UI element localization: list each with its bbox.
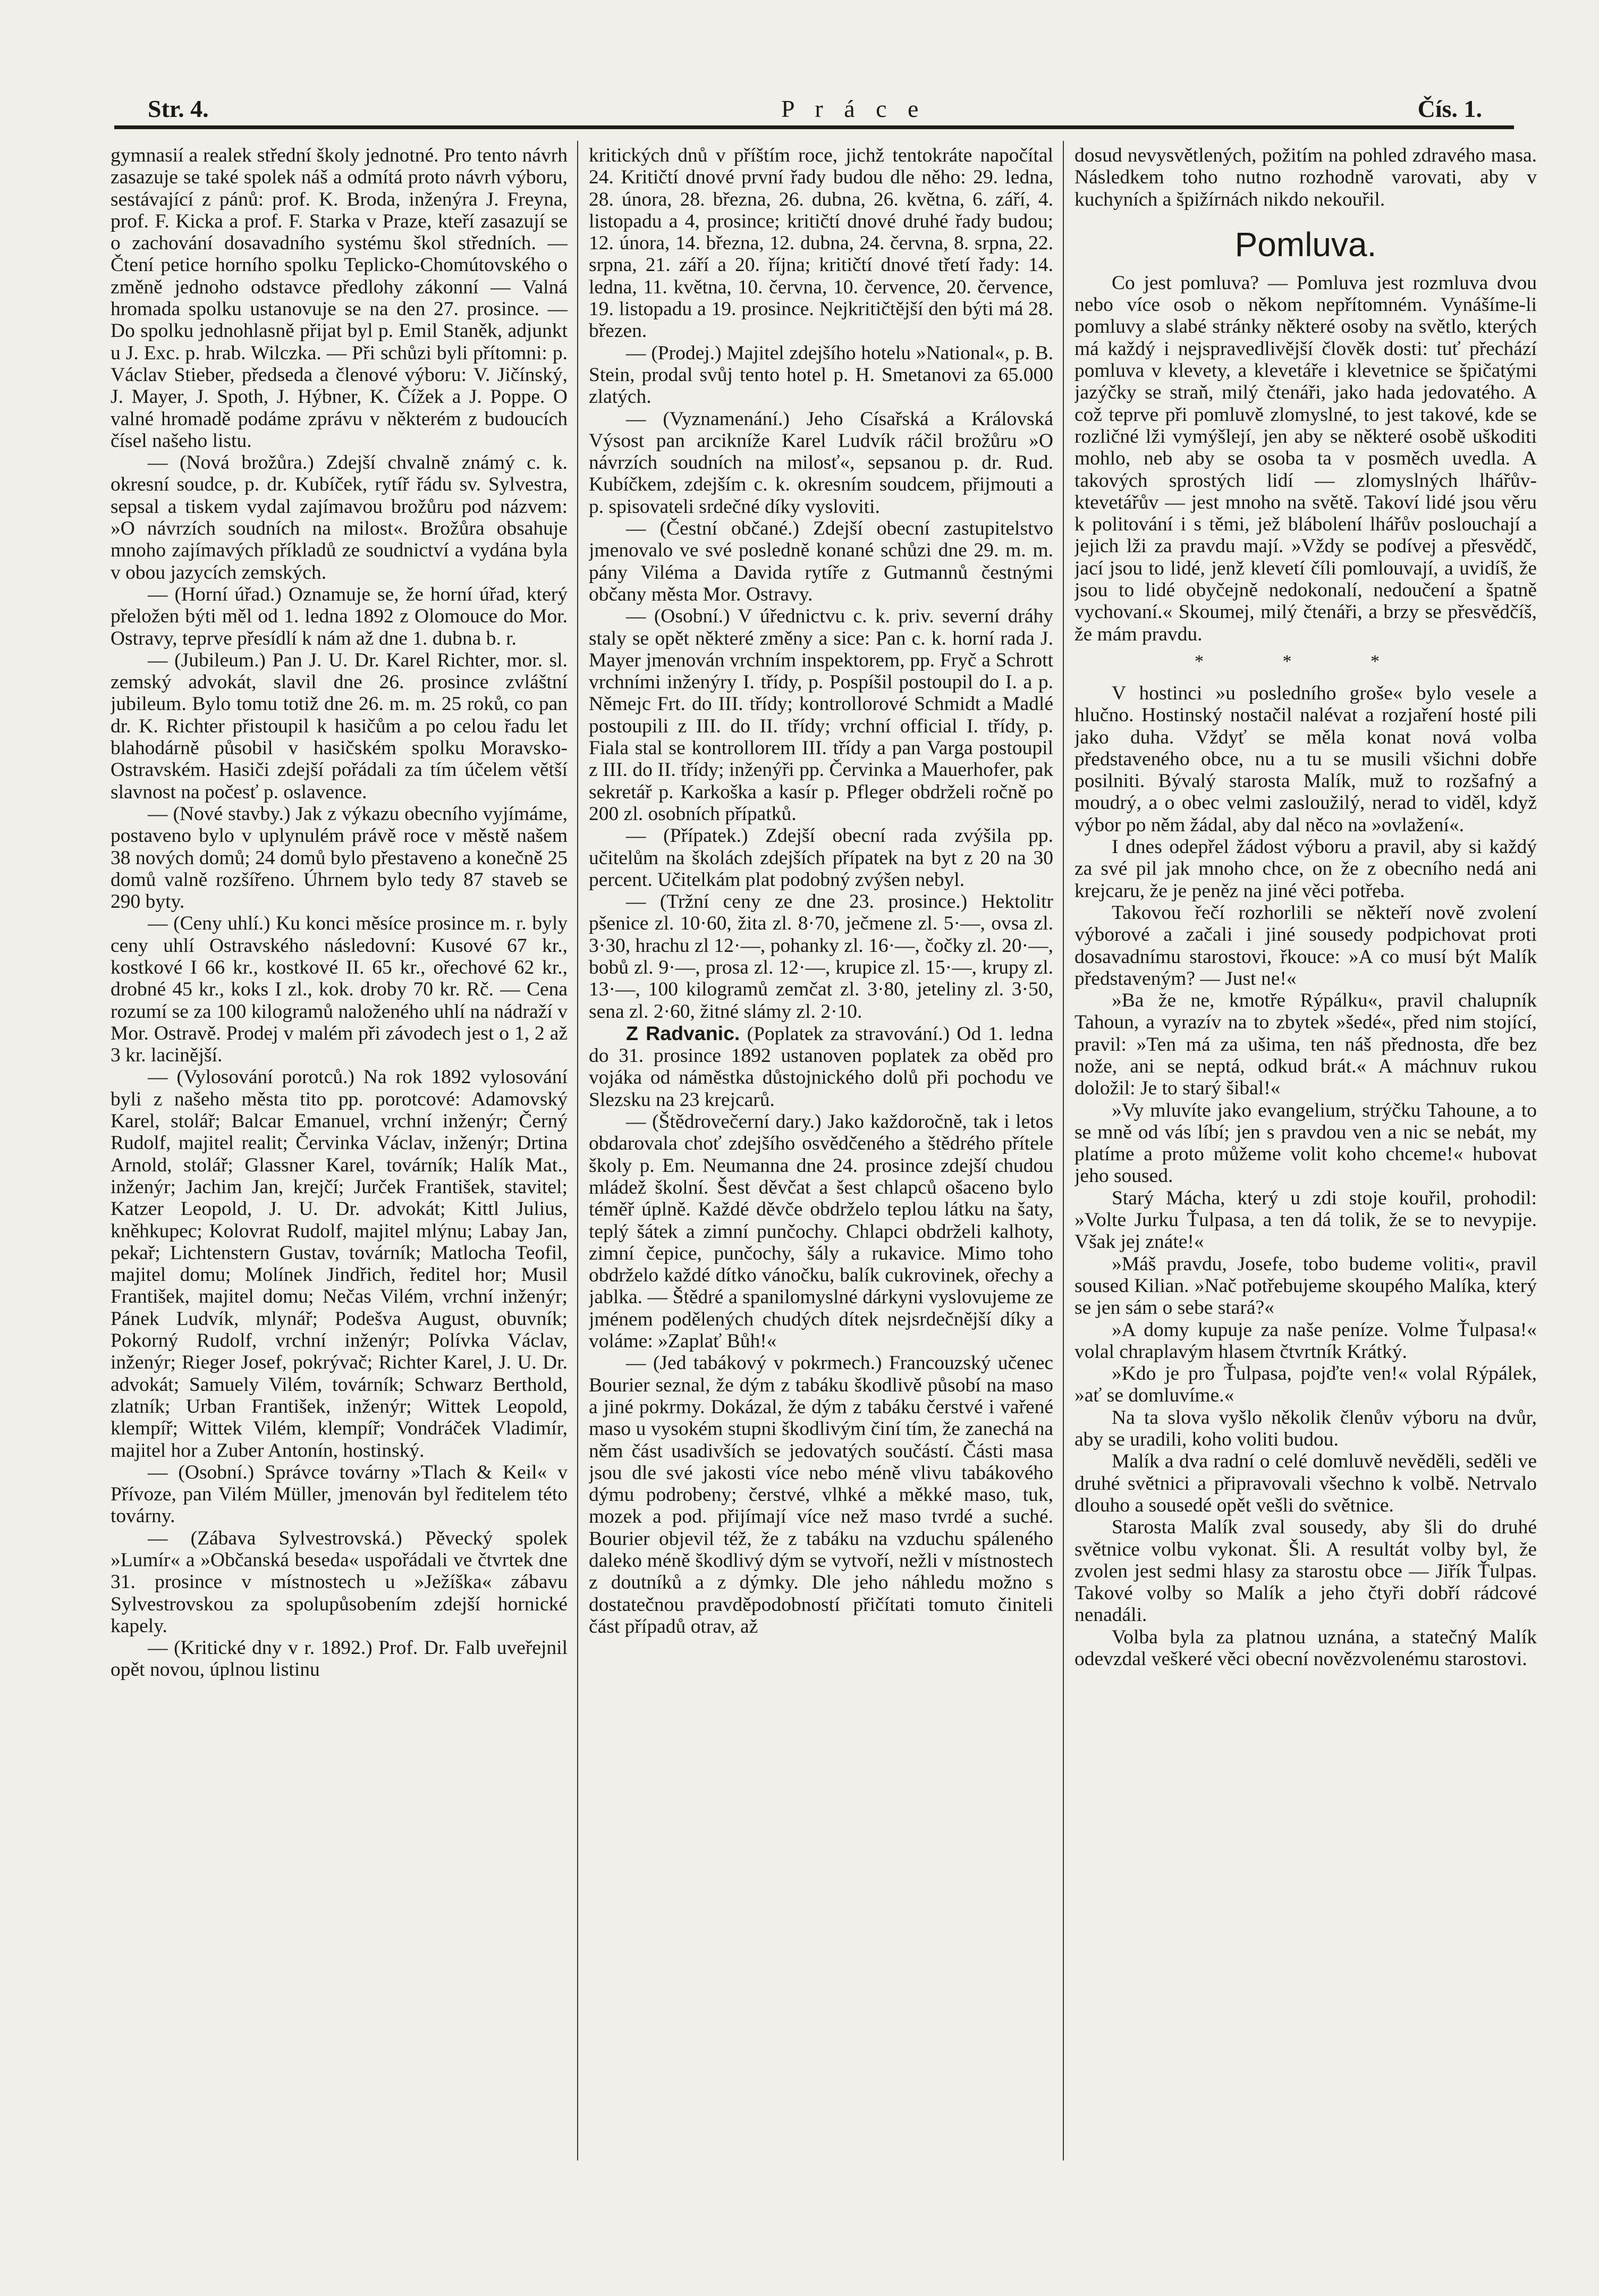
article-paragraph: — (Tržní ceny ze dne 23. prosince.) Hektolitr pšenice zl. 10·60, žita zl. 8·70, ječmene zl. 5·—, ovsa zl. 3·30, hrachu zl 12·—, pohanky zl. 16·—, čočky zl. 20·—, bobů zl. 9·—, prosa zl. 12·—, krupice zl. 15·—, krupy zl. 13·—, 100 kilogramů zemčat zl. 3·80, jeteliny zl. 3·50, sena zl. 2·60, žitné slámy zl. 2·10. xyxy=(589,891,1053,1023)
article-paragraph: — (Zábava Sylvestrovská.) Pěvecký spolek »Lumír« a »Občanská beseda« uspořádali ve čtvrtek dne 31. prosince v místnostech u »Ježíška« zábavu Sylvestrovskou za spolupůsobením zdejší hornické kapely. xyxy=(111,1527,568,1637)
column-1 xyxy=(111,145,568,2164)
article-paragraph: — (Horní úřad.) Oznamuje se, že horní úřad, který přeložen býti měl od 1. ledna 1892 z Olomouce do Mor. Ostravy, teprve přesídlí k nám až dne 1. dubna b. r. xyxy=(111,583,568,649)
article-paragraph: — (Jubileum.) Pan J. U. Dr. Karel Richter, mor. sl. zemský advokát, slavil dne 26. prosince zvláštní jubileum. Bylo tomu totiž dne 26. m. m. 25 roků, co pan dr. K. Richter přistoupil k hasičům a po celou řadu let blahodárně působil v hasičském spolku Moravsko-Ostravském. Hasiči zdejší pořádali za tím účelem větší slavnost na počesť p. oslavence. xyxy=(111,649,568,803)
article-paragraph-radvanice xyxy=(589,1023,1053,1111)
article-paragraph: — (Přípatek.) Zdejší obecní rada zvýšila pp. učitelům na školách zdejších přípatek na byt z 20 na 30 percent. Učitelkám plat podobný zvýšen nebyl. xyxy=(589,825,1053,891)
article-paragraph: — (Kritické dny v r. 1892.) Prof. Dr. Falb uveřejnil opět novou, úplnou listinu xyxy=(111,1637,568,1681)
article-text: (Poplatek za stravování.) Od 1. ledna do 31. prosince 1892 ustanoven poplatek za oběd pro vojáka od náměstka důstojnického dolů při pochodu ve Slezsku na 23 krejcarů. xyxy=(589,1023,1053,1111)
column-3 xyxy=(1075,145,1537,2164)
story-paragraph: »A domy kupuje za naše peníze. Volme Ťulpasa!« volal chraplavým hlasem čtvrtník Krátký. xyxy=(1075,1319,1537,1363)
article-paragraph: — (Nové stavby.) Jak z výkazu obecního vyjímáme, postaveno bylo v uplynulém právě roce v městě našem 38 nových domů; 24 domů bylo přestaveno a konečně 25 domů valně rozšířeno. Úhrnem bylo tedy 87 staveb se 290 byty. xyxy=(111,803,568,913)
story-paragraph: Volba byla za platnou uznána, a statečný Malík odevzdal veškeré věci obecní novězvolenému starostovi. xyxy=(1075,1626,1537,1670)
article-paragraph: gymnasií a realek střední školy jednotné. Pro tento návrh zasazuje se také spolek náš a odmítá proto návrh výboru, sestávající z pánů: prof. K. Broda, inženýra J. Freyna, prof. F. Kicka a prof. F. Starka v Praze, kteří zasazují se o zachování dosavadního systému škol středních. — Čtení petice horního spolku Teplicko-Chomútovského o změně jednoho odstavce předlohy zákonní — Valná hromada spolku ustanovuje se na den 27. prosince. — Do spolku jednohlasně přijat byl p. Emil Staněk, adjunkt u J. Exc. p. hrab. Wilczka. — Při schůzi byli přítomni: p. Václav Stieber, předseda a členové výboru: V. Jičínský, J. Mayer, J. Spoth, J. Hýbner, K. Čížek a J. Poppe. O valné hromadě podáme zprávu v některém z budoucích čísel našeho listu. xyxy=(111,145,568,452)
story-paragraph: Na ta slova vyšlo několik členův výboru na dvůr, aby se uradili, koho voliti budou. xyxy=(1075,1406,1537,1451)
article-paragraph: — (Štědrovečerní dary.) Jako každoročně, tak i letos obdarovala choť zdejšího osvědčeného a štědrého přítele školy p. Em. Neumanna dne 24. prosince zdejší chudou mládež školní. Šest děvčat a šest chlapců ošaceno bylo téměř úplně. Každé děvče obdrželo teplou látku na šaty, teplý šátek a zimní punčochy. Chlapci obdrželi kalhoty, zimní čepice, punčochy, šály a rukavice. Mimo toho obdrželo každé dítko vánočku, balík cukrovinek, ořechy a jablka. — Štědré a spanilomyslné dárkyni vyslovujeme ze jménem podělených chudých dítek nejsrdečnější díky a voláme: »Zaplať Bůh!« xyxy=(589,1111,1053,1353)
column-2 xyxy=(589,145,1053,2164)
story-paragraph: Starý Mácha, který u zdi stoje kouřil, prohodil: »Volte Jurku Ťulpasa, a ten dá tolik, že se to nevypije. Však jej znáte!« xyxy=(1075,1187,1537,1253)
story-paragraph: Takovou řečí rozhorlili se někteří nově zvolení výborové a začali i jiné sousedy podpichovat proti dosavadnímu starostovi, řkouce: »A co musí být Malík představeným? — Just ne!« xyxy=(1075,901,1537,990)
page-header xyxy=(112,90,1519,128)
story-paragraph: Malík a dva radní o celé domluvě nevěděli, seděli ve druhé světnici a připravovali všechno k volbě. Netrvalo dlouho a sousedé opět vešli do světnice. xyxy=(1075,1450,1537,1516)
story-paragraph: »Kdo je pro Ťulpasa, pojďte ven!« volal Rýpálek, »ať se domluvíme.« xyxy=(1075,1363,1537,1407)
story-paragraph: »Vy mluvíte jako evangelium, strýčku Tahoune, a to se mně od vás líbí; jen s pravdou ven a nic se nebát, my platíme a proto můžeme volit koho chceme!« hubovat jeho soused. xyxy=(1075,1099,1537,1187)
newspaper-title: P r á c e xyxy=(781,95,926,122)
article-paragraph: Co jest pomluva? — Pomluva jest rozmluva dvou nebo více osob o někom nepřítomném. Vynášíme-li pomluvy a slabé stránky některé osoby na světlo, kterých má každý i nejspravedlivější člověk dosti: tuť přechází pomluva v klevety, a klevetáře i klevetnice se špičatými jazýčky se straň, milý čtenáři, jako hada jedovatého. A což teprve při pomluvě zlomyslné, to jest takové, kde se rozličné lži vymýšlejí, jen aby se některé osobě uškoditi mohlo, neb aby se osoba ta v posměch uvedla. A takových sprostých lidí — zlomyslných lhářův-ktevetářův — jest mnoho na světě. Takoví lidé jsou věru k politování i s těmi, jež blábolení lhářův poslouchají a jejich lži za pravdu mají. »Vždy se podívej a přesvědč, jací jsou to lidé, jenž klevetí číli pomlouvají, a uvidíš, že jsou to lidé obyčejně nedokonalí, nedoučení a špatně vychovaní.« Skoumej, milý čtenáři, a brzy se přesvědčíš, že mám pravdu. xyxy=(1075,272,1537,645)
article-paragraph: — (Čestní občané.) Zdejší obecní zastupitelstvo jmenovalo ve své posledně konané schůzi dne 29. m. m. pány Viléma a Davida rytíře z Gutmannů čestnými občany města Mor. Ostravy. xyxy=(589,518,1053,605)
column-divider xyxy=(1063,141,1064,2160)
article-paragraph: — (Nová brožůra.) Zdejší chvalně známý c. k. okresní soudce, p. dr. Kubíček, rytíř řádu sv. Sylvestra, sepsal a tiskem vydal zajímavou brožůru pod názvem: »O návrzích soudních na milost«. Brožůra obsahuje mnoho zajímavých příkladů ze soudnictví a vydána byla v obou jazycích zemských. xyxy=(111,452,568,584)
story-paragraph: »Ba že ne, kmotře Rýpálku«, pravil chalupník Tahoun, a vyrazív na to zbytek »šedé«, před nim stojící, pravil: »Ten má za ušima, ten náš přednosta, dře bez nože, ani se neptá, odkud brát.« A máchnuv rukou doložil: Je to starý šibal!« xyxy=(1075,990,1537,1100)
header-rule xyxy=(114,125,1514,129)
article-paragraph: — (Vyznamenání.) Jeho Císařská a Královská Výsost pan arcikníže Karel Ludvík ráčil brožůru »O návrzích soudních na milosť«, sepsanou p. dr. Rud. Kubíčkem, zdejším c. k. okresním soudcem, přijmouti a p. spisovateli srdečné díky vysloviti. xyxy=(589,408,1053,518)
issue-number: Čís. 1. xyxy=(1417,95,1482,122)
section-separator: * * * xyxy=(1195,651,1417,671)
story-paragraph: Starosta Malík zval sousedy, aby šli do druhé světnice volbu vykonat. Šli. A resultát volby byl, že zvolen jest sedmi hlasy za starostu obce — Jiřík Ťulpas. Takové volby so Malík a jeho čtyři dobří rádcové nenadáli. xyxy=(1075,1516,1537,1626)
article-paragraph: kritických dnů v příštím roce, jichž tentokráte napočítal 24. Kritičtí dnové první řady budou dle něho: 29. ledna, 28. února, 28. března, 26. dubna, 26. května, 6. září, 4. listopadu a 4, prosince; kritičtí dnové druhé řady budou; 12. února, 14. března, 12. dubna, 24. června, 8. srpna, 22. srpna, 21. září a 20. října; kritičtí dnové třetí řady: 14. ledna, 11. května, 10. června, 10. července, 20. července, 19. listopadu a 19. prosince. Nejkritičtější den býti má 28. březen. xyxy=(589,145,1053,342)
article-paragraph: — (Prodej.) Majitel zdejšího hotelu »National«, p. B. Stein, prodal svůj tento hotel p. H. Smetanovi za 65.000 zlatých. xyxy=(589,342,1053,408)
story-paragraph: »Máš pravdu, Josefe, tobo budeme voliti«, pravil soused Kilian. »Nač potřebujeme skoupého Malíka, který se jen sám o sebe stará?« xyxy=(1075,1253,1537,1319)
article-paragraph: — (Osobní.) Správce továrny »Tlach & Keil« v Přívoze, pan Vilém Müller, jmenován byl ředitelem této továrny. xyxy=(111,1461,568,1527)
story-paragraph: V hostinci »u posledního groše« bylo vesele a hlučno. Hostinský nostačil nalévat a rozjaření hosté pili jako duha. Vždyť se měla konat nová volba představeného obce, nu a tu se musili všichni dobře posilniti. Bývalý starosta Malík, muž to rozšafný a moudrý, a o obec velmi zasloužilý, nerad to viděl, když výbor po něm žádal, aby dal něco na »ovlažení«. xyxy=(1075,682,1537,836)
story-paragraph: I dnes odepřel žádost výboru a pravil, aby si každý za své pil jak mnoho chce, on že z obecního nedá ani krejcaru, že je peněz na jiné věci potřeba. xyxy=(1075,836,1537,902)
page-number: Str. 4. xyxy=(148,95,209,122)
place-heading: Z Radvanic. xyxy=(626,1022,740,1044)
article-paragraph: — (Jed tabákový v pokrmech.) Francouzský učenec Bourier seznal, že dým z tabáku škodlivě působí na maso a jiné pokrmy. Dokázal, že dým z tabáku čerstvé i vařené maso u vysokém stupni škodlivým činí tím, že zanechá na něm část usadivších se jedovatých součástí. Části masa jsou dle své jakosti více nebo méně vlivu tabákového dýmu podrobeny; čerstvé, vlhké a měkké maso, tuk, mozek a pod. přijímají více než maso tvrdé a suché. Bourier objevil též, že z tabáku na vzduchu spáleného daleko méně škodlivý dým se vytvoří, nežli v místnostech z doutníků a z dýmky. Dle jeho náhledu možno s dostatečnou pravděpodobností přičítati tomuto činiteli část případů otrav, až xyxy=(589,1352,1053,1637)
article-paragraph: dosud nevysvětlených, požitím na pohled zdravého masa. Následkem toho nutno rozhodně varovati, aby v kuchyních a špižírnách nikdo nekouřil. xyxy=(1075,145,1537,210)
article-paragraph: — (Ceny uhlí.) Ku konci měsíce prosince m. r. byly ceny uhlí Ostravského následovní: Kusové 67 kr., kostkové I 66 kr., kostkové II. 65 kr., ořechové 62 kr., drobné 45 kr., koks I zl., kok. droby 70 kr. Rč. — Cena rozumí se za 100 kilogramů naloženého uhlí na nádraží v Mor. Ostravě. Prodej v malém při závodech jest o 1, 2 až 3 kr. lacinější. xyxy=(111,913,568,1067)
section-heading: Pomluva. xyxy=(1234,225,1377,264)
column-divider xyxy=(577,141,578,2160)
article-paragraph: — (Osobní.) V úřednictvu c. k. priv. severní dráhy staly se opět některé změny a sice: Pan c. k. horní rada J. Mayer jmenován vrchním inspektorem, pp. Fryč a Schrott vrchními inženýry I. třídy, p. Pospíšil postoupil do I. a p. Němejc Frt. do III. třídy; kontrollorové Schmidt a Madlé postoupili z III. do II. třídy; vrchní official I. třídy, p. Fiala stal se kontrollorem III. třídy a pan Varga postoupil z III. do II. třídy; inženýři pp. Červinka a Mauerhofer, pak sekretář p. Karkoška a kasír p. Pfleger obdrželi ročně po 200 zl. osobních přípatků. xyxy=(589,605,1053,825)
article-paragraph: — (Vylosování porotců.) Na rok 1892 vylosování byli z našeho města tito pp. porotcové: Adamovský Karel, stolář; Balcar Emanuel, vrchní inženýr; Černý Rudolf, majitel realit; Červinka Václav, inženýr; Drtina Arnold, stolář; Glassner Karel, továrník; Halík Mat., inženýr; Jachim Jan, krejčí; Jurček František, stavitel; Katzer Leopold, J. U. Dr. advokát; Kittl Julius, kněhkupec; Kolovrat Rudolf, majitel mlýnu; Labay Jan, pekař; Lichtenstern Gustav, továrník; Matlocha Teofil, majitel domu; Molínek Jindřich, ředitel hor; Musil František, majitel domu; Nečas Vilém, vrchní inženýr; Pánek Ludvík, mlynář; Podešva August, obuvník; Pokorný Rudolf, vrchní inženýr; Polívka Václav, inženýr; Rieger Josef, pokrývač; Richter Karel, J. U. Dr. advokát; Samuely Vilém, továrník; Schwarz Berthold, zlatník; Urban František, inženýr; Wittek Leopold, klempíř; Wittek Vilém, klempíř; Vondráček Vladimír, majitel hor a Zuber Antonín, hostinský. xyxy=(111,1066,568,1462)
